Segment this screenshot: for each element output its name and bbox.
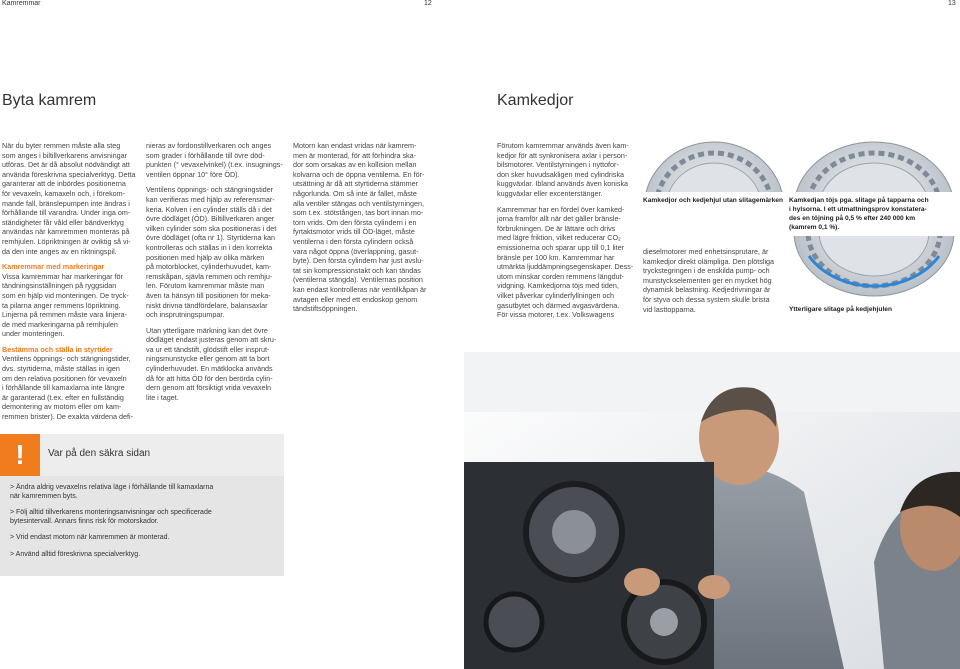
page-number-left: 12 xyxy=(424,0,432,7)
subheading-markeringar: Kamremmar med markeringar xyxy=(2,262,105,272)
sprocket-image-worn-teeth xyxy=(789,236,959,300)
paragraph: Motorn kan endast vridas när kamrem- men är monterad, för att förhindra ska- dor som orsakas av en kollision mellan kolvarna och de öppna ventilerna. En för- utsättning är då att styrtiderna stämmer någorlunda. Om så inte är fallet, måste alla ventiler stängas och ventilstyrningen, som t.ex. stötstången, tas bort innan mo- torn vrids. Om den första cylindern i en fyrtaktsmotor vrids till ÖD-läget, måste ventilerna i den första cylindern också vara något öppna (överlappning, gasut- byte). Den första cylindern har just avslu- tat sin kompressionstakt och kan tändas (ventilerna stängda). Ventilernas position kan endast kontrolleras när ventilkåpan är avtagen eller med ett endoskop genom tändstiftsöppningen. xyxy=(293,141,427,314)
page-number-right: 13 xyxy=(948,0,956,7)
caption-sprocket-1: Kamkedjor och kedjehjul utan slitagemärken xyxy=(643,197,783,204)
list-item: > Följ alltid tillverkarens monteringsanvisningar och specificerade bytesintervall. Annars finns risk för motorskador. xyxy=(10,509,212,525)
sprocket-image-worn-chain xyxy=(789,138,959,192)
text-column-4 xyxy=(497,141,639,326)
text-column-1 xyxy=(2,141,142,428)
safety-notice-header xyxy=(0,434,284,476)
sprocket-image-no-wear xyxy=(643,138,785,192)
paragraph: Ventilens öppnings- och stängningstider kan verifieras med hjälp av referensmar- keria. Kolven i en cylinder ställs då i det övre dödläget (ÖD). Biltillverkaren anger vilken cylinder som ska positioneras i det övre dödläget (ofta nr 1). Styrtiderna kan kontrolleras och ställas in i den korrekta positionen med hjälp av olika märken på motorblocket, cylinderhuvudet, kam- remskåpan, sjävla remmen och remhju- len. Förutom kamremmar måste man även ta hänsyn till positionen för meka- niskt drivna tändfördelare, balansaxlar och insprutningspumpar. xyxy=(146,185,277,320)
text-column-3 xyxy=(293,141,435,320)
list-item: > Använd alltid föreskrivna specialverktyg. xyxy=(10,550,141,558)
paragraph: nieras av fordonstillverkaren och anges som grader i förhållande till övre död- punkten (° vevaxelvinkel) (t.ex. insugnings- ventilen öppnar 10° före ÖD). xyxy=(146,141,283,179)
paragraph: Vissa kamremmar har markeringar för tändningsinställningen på ryggsidan som en hjälp vid monteringen. De tryck- ta pilarna anger remmens löpriktning. Linjerna på remmen måste vara linjera- de med markeringarna på remhjulen under monteringen. xyxy=(2,271,129,339)
safety-notice-box xyxy=(0,434,284,576)
mechanic-engine-photo xyxy=(464,352,960,669)
paragraph: Utan ytterligare märkning kan det övre dödläget endast justeras genom att skru- va ur ett tändstift, glödstift eller insprut- ningsmunstycke eller genom att ta bort cylinderhuvudet. En mätklocka används då för att hitta ÖD för den berörda cylin- dern genom att försiktigt vrida vevaxeln lite i taget. xyxy=(146,325,277,402)
text-column-5 xyxy=(643,247,785,320)
caption-sprocket-3: Ytterligare slitage på kedjehjulen xyxy=(789,306,892,313)
safety-notice-list xyxy=(10,484,213,568)
safety-notice-title: Var på den säkra sidan xyxy=(48,448,151,459)
heading-kamkedjor: Kamkedjor xyxy=(497,92,574,109)
heading-byta-kamrem: Byta kamrem xyxy=(2,92,97,109)
list-item: > Ändra aldrig vevaxelns relativa läge i förhållande till kamaxlarna när kamremmen byts. xyxy=(10,484,214,500)
text-column-2 xyxy=(146,141,288,408)
paragraph: Kamremmar har en fördel över kamked- jorna framför allt när det gäller bränsle- förbrukningen. De är lättare och drivs med lägre friktion, vilket reducerar CO₂ emissionerna och sparar upp till 0,1 liter bränsle per 100 km. Kamremmar har utmärkta ljuddämpningsegenskaper. Dess- utom minskar corden remmens längdut- vidgning. Kamkedjorna töjs med tiden, vilket påverkar cylinderfyllningen och gasutbytet och därmed avgasvärdena. För vissa motorer, t.ex. Volkswagens xyxy=(497,204,634,320)
caption-chain-stretch: Kamkedjan töjs pga. slitage på tapparna och i hylsorna. I ett utmattningsprov konstatera- des en töjning på 0,5 % efter 240 000 km (kamrem 0,1 %). xyxy=(789,197,929,231)
warning-icon: ! xyxy=(0,434,40,476)
paragraph: Ventilens öppnings- och stängningstider, dvs. styrtiderna, måste ställas in igen om den relativa positionen för vevaxeln i förhållande till kamaxlarna inte längre är garanterad (t.ex. efter en fullständig demontering av motorn eller om kam- remmen brister). De exakta värdena defi- xyxy=(2,354,134,422)
paragraph: Förutom kamremmar används även kam- kedjor för att synkronisera axlar i person- bilsmotorer. Ventilstyrningen i nyttofor- don sker huvudsakligen med cylindriska kuggväxlar. Ibland används även koniska kuggväxlar eller excenterstänger. xyxy=(497,141,629,198)
running-header-title: Kamremmar xyxy=(2,0,41,7)
list-item: > Vrid endast motorn när kamremmen är monterad. xyxy=(10,534,170,542)
paragraph: dieselmotorer med enhetsinsprutare, är kamkedjor direkt olämpliga. Den plötsliga tryckstegringen i de enskilda pump- och munstyckselementen ger en mycket hög dynamisk belastning. Kedjedrivningar är för styva och dessa system skulle brista vid lasttopparna. xyxy=(643,247,775,314)
paragraph: När du byter remmen måste alla steg som anges i biltillverkarens anvisningar utföras. Det är då absolut nödvändigt att använda föreskrivna specialverktyg. Detta garanterar att de inbördes positionerna för vevaxeln, kamaxeln och, i förekom- mande fall, bränslepumpen inte ändras i förhållande till varandra. Under inga om- ständigheter får våld eller bändverktyg användas när kamremmen monteras på remhjulen. Löpriktningen är oviktig så vi- da den inte anges av en riktningspil. xyxy=(2,141,136,256)
subheading-styrtider: Bestämma och ställa in styrtider xyxy=(2,344,113,354)
